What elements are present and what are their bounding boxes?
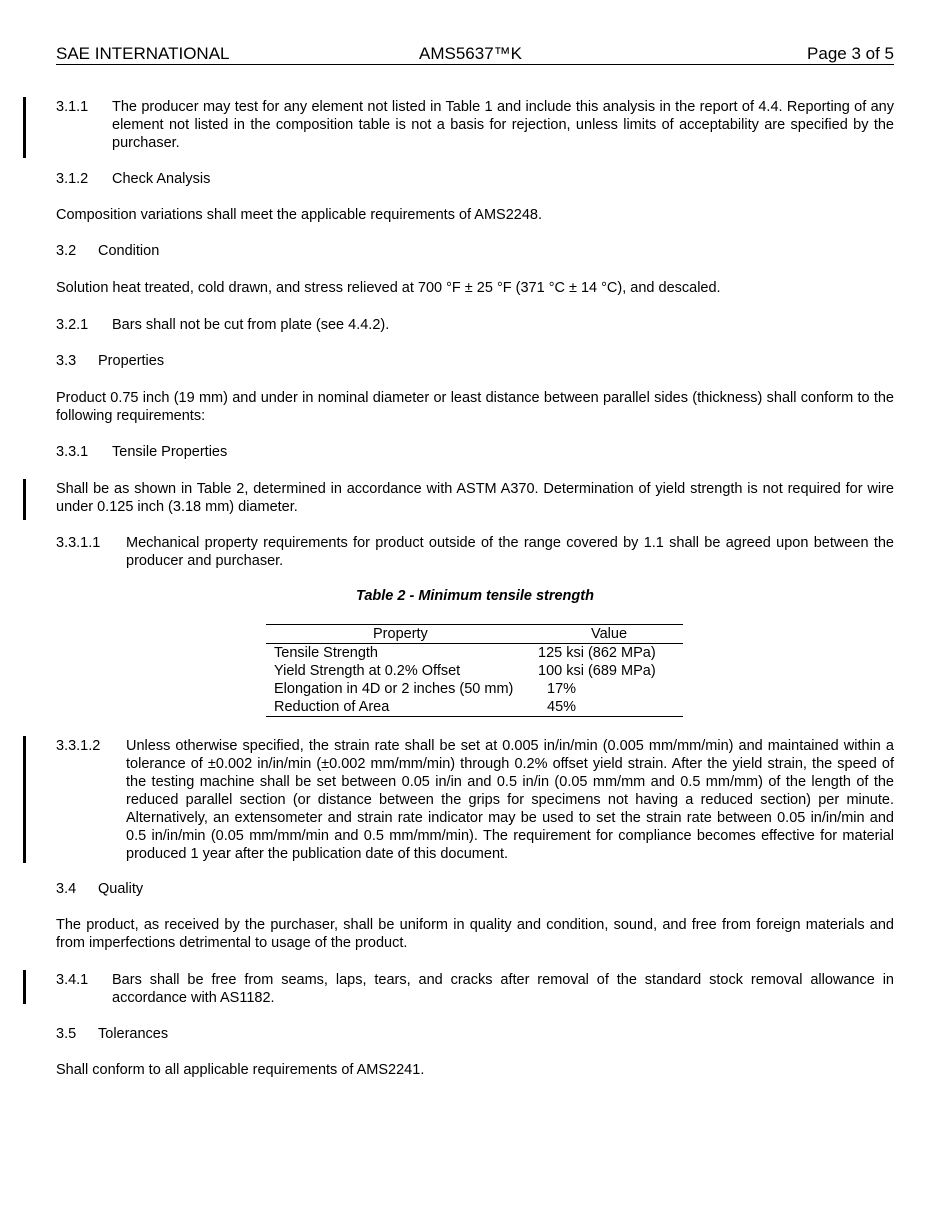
table-cell: Elongation in 4D or 2 inches (50 mm) (274, 681, 514, 697)
section-number: 3.4 (56, 881, 77, 897)
section-text: Bars shall be free from seams, laps, tears, and cracks after removal of the standard stock removal allowance in accordance with AS1182. (112, 972, 894, 1006)
section-3-2-heading (56, 242, 894, 260)
table-row (266, 644, 683, 662)
section-3-4-1 (56, 971, 894, 1007)
paragraph-condition: Solution heat treated, cold drawn, and stress relieved at 700 °F ± 25 °F (371 °C ± 14 °C), and descaled. (56, 280, 721, 296)
section-number: 3.3 (56, 353, 77, 369)
paragraph-quality: The product, as received by the purchaser, shall be uniform in quality and condition, sound, and free from foreign materials and from imperfections detrimental to usage of the product. (56, 917, 894, 951)
change-bar (23, 970, 26, 1004)
table-row (266, 662, 683, 680)
table-row (266, 680, 683, 698)
table-cell: 17% (547, 681, 577, 697)
paragraph-composition: Composition variations shall meet the applicable requirements of AMS2248. (56, 207, 543, 223)
table-cell: Yield Strength at 0.2% Offset (274, 663, 461, 679)
table-caption: Table 2 - Minimum tensile strength (356, 588, 594, 604)
table-cell: Reduction of Area (274, 699, 390, 715)
section-number: 3.2.1 (56, 317, 89, 333)
section-3-4-heading (56, 880, 894, 898)
section-number: 3.4.1 (56, 972, 89, 988)
header-doc-id: AMS5637™K (419, 44, 522, 63)
header-page-number: Page 3 of 5 (807, 44, 894, 63)
header-org: SAE INTERNATIONAL (56, 44, 230, 63)
section-number: 3.3.1 (56, 444, 89, 460)
section-title: Quality (98, 881, 144, 897)
change-bar (23, 736, 26, 863)
section-title: Tensile Properties (112, 444, 228, 460)
table-header-value: Value (591, 626, 628, 642)
section-text: Unless otherwise specified, the strain rate shall be set at 0.005 in/in/min (0.005 mm/mm/min) and maintained within a tolerance of ±0.002 in/in/min (±0.002 mm/mm/min) through 0.2% offset yield strain. After the yield strain, the speed of the testing machine shall be set between 0.05 in/in and 0.5 in/in (0.05 mm/mm and 0.5 mm/mm) of the length of the reduced parallel section (or distance between the grips for specimens not having a reduced section) per minute. Alternatively, an extensometer and strain rate indicator may be used to set the strain rate between 0.05 in/in/min and 0.5 in/in/min (0.05 mm/mm/min and 0.5 mm/mm/min). The requirement for compliance becomes effective for material produced 1 year after the publication date of this document. (126, 738, 894, 862)
table-cell: 125 ksi (862 MPa) (538, 645, 656, 661)
table-cell: Tensile Strength (274, 645, 378, 661)
paragraph-tolerances: Shall conform to all applicable requirements of AMS2241. (56, 1062, 425, 1078)
section-3-1-1 (56, 98, 894, 152)
section-number: 3.1.1 (56, 99, 89, 115)
section-title: Condition (98, 243, 160, 259)
table-cell: 100 ksi (689 MPa) (538, 663, 656, 679)
section-3-3-1-1 (56, 534, 894, 570)
paragraph-tensile: Shall be as shown in Table 2, determined in accordance with ASTM A370. Determination of yield strength is not required for wire under 0.125 inch (3.18 mm) diameter. (56, 481, 894, 515)
page-header (56, 44, 894, 65)
section-text: Mechanical property requirements for product outside of the range covered by 1.1 shall be agreed upon between the producer and purchaser. (126, 535, 894, 569)
section-title: Tolerances (98, 1026, 169, 1042)
section-text: The producer may test for any element not listed in Table 1 and include this analysis in the report of 4.4. Reporting of any element not listed in the composition table is not a basis for rejection, unless limits of acceptability are specified by the purchaser. (112, 99, 894, 151)
section-3-2-1 (56, 316, 894, 334)
table-row (266, 698, 683, 716)
table-header-row (266, 625, 683, 644)
section-3-3-1-heading (56, 443, 894, 461)
section-number: 3.2 (56, 243, 77, 259)
section-number: 3.3.1.1 (56, 535, 101, 551)
change-bar (23, 479, 26, 520)
section-title: Check Analysis (112, 171, 211, 187)
section-3-1-2-heading (56, 170, 894, 188)
table-cell: 45% (547, 699, 577, 715)
section-3-3-heading (56, 352, 894, 370)
section-number: 3.1.2 (56, 171, 89, 187)
section-text: Bars shall not be cut from plate (see 4.4.2). (112, 317, 390, 333)
section-title: Properties (98, 353, 165, 369)
tensile-strength-table (266, 624, 683, 717)
section-3-5-heading (56, 1025, 894, 1043)
section-number: 3.5 (56, 1026, 77, 1042)
paragraph-properties: Product 0.75 inch (19 mm) and under in nominal diameter or least distance between parallel sides (thickness) shall conform to the following requirements: (56, 390, 894, 424)
table-header-property: Property (373, 626, 428, 642)
section-3-3-1-2 (56, 737, 894, 863)
change-bar (23, 97, 26, 158)
section-number: 3.3.1.2 (56, 738, 101, 754)
